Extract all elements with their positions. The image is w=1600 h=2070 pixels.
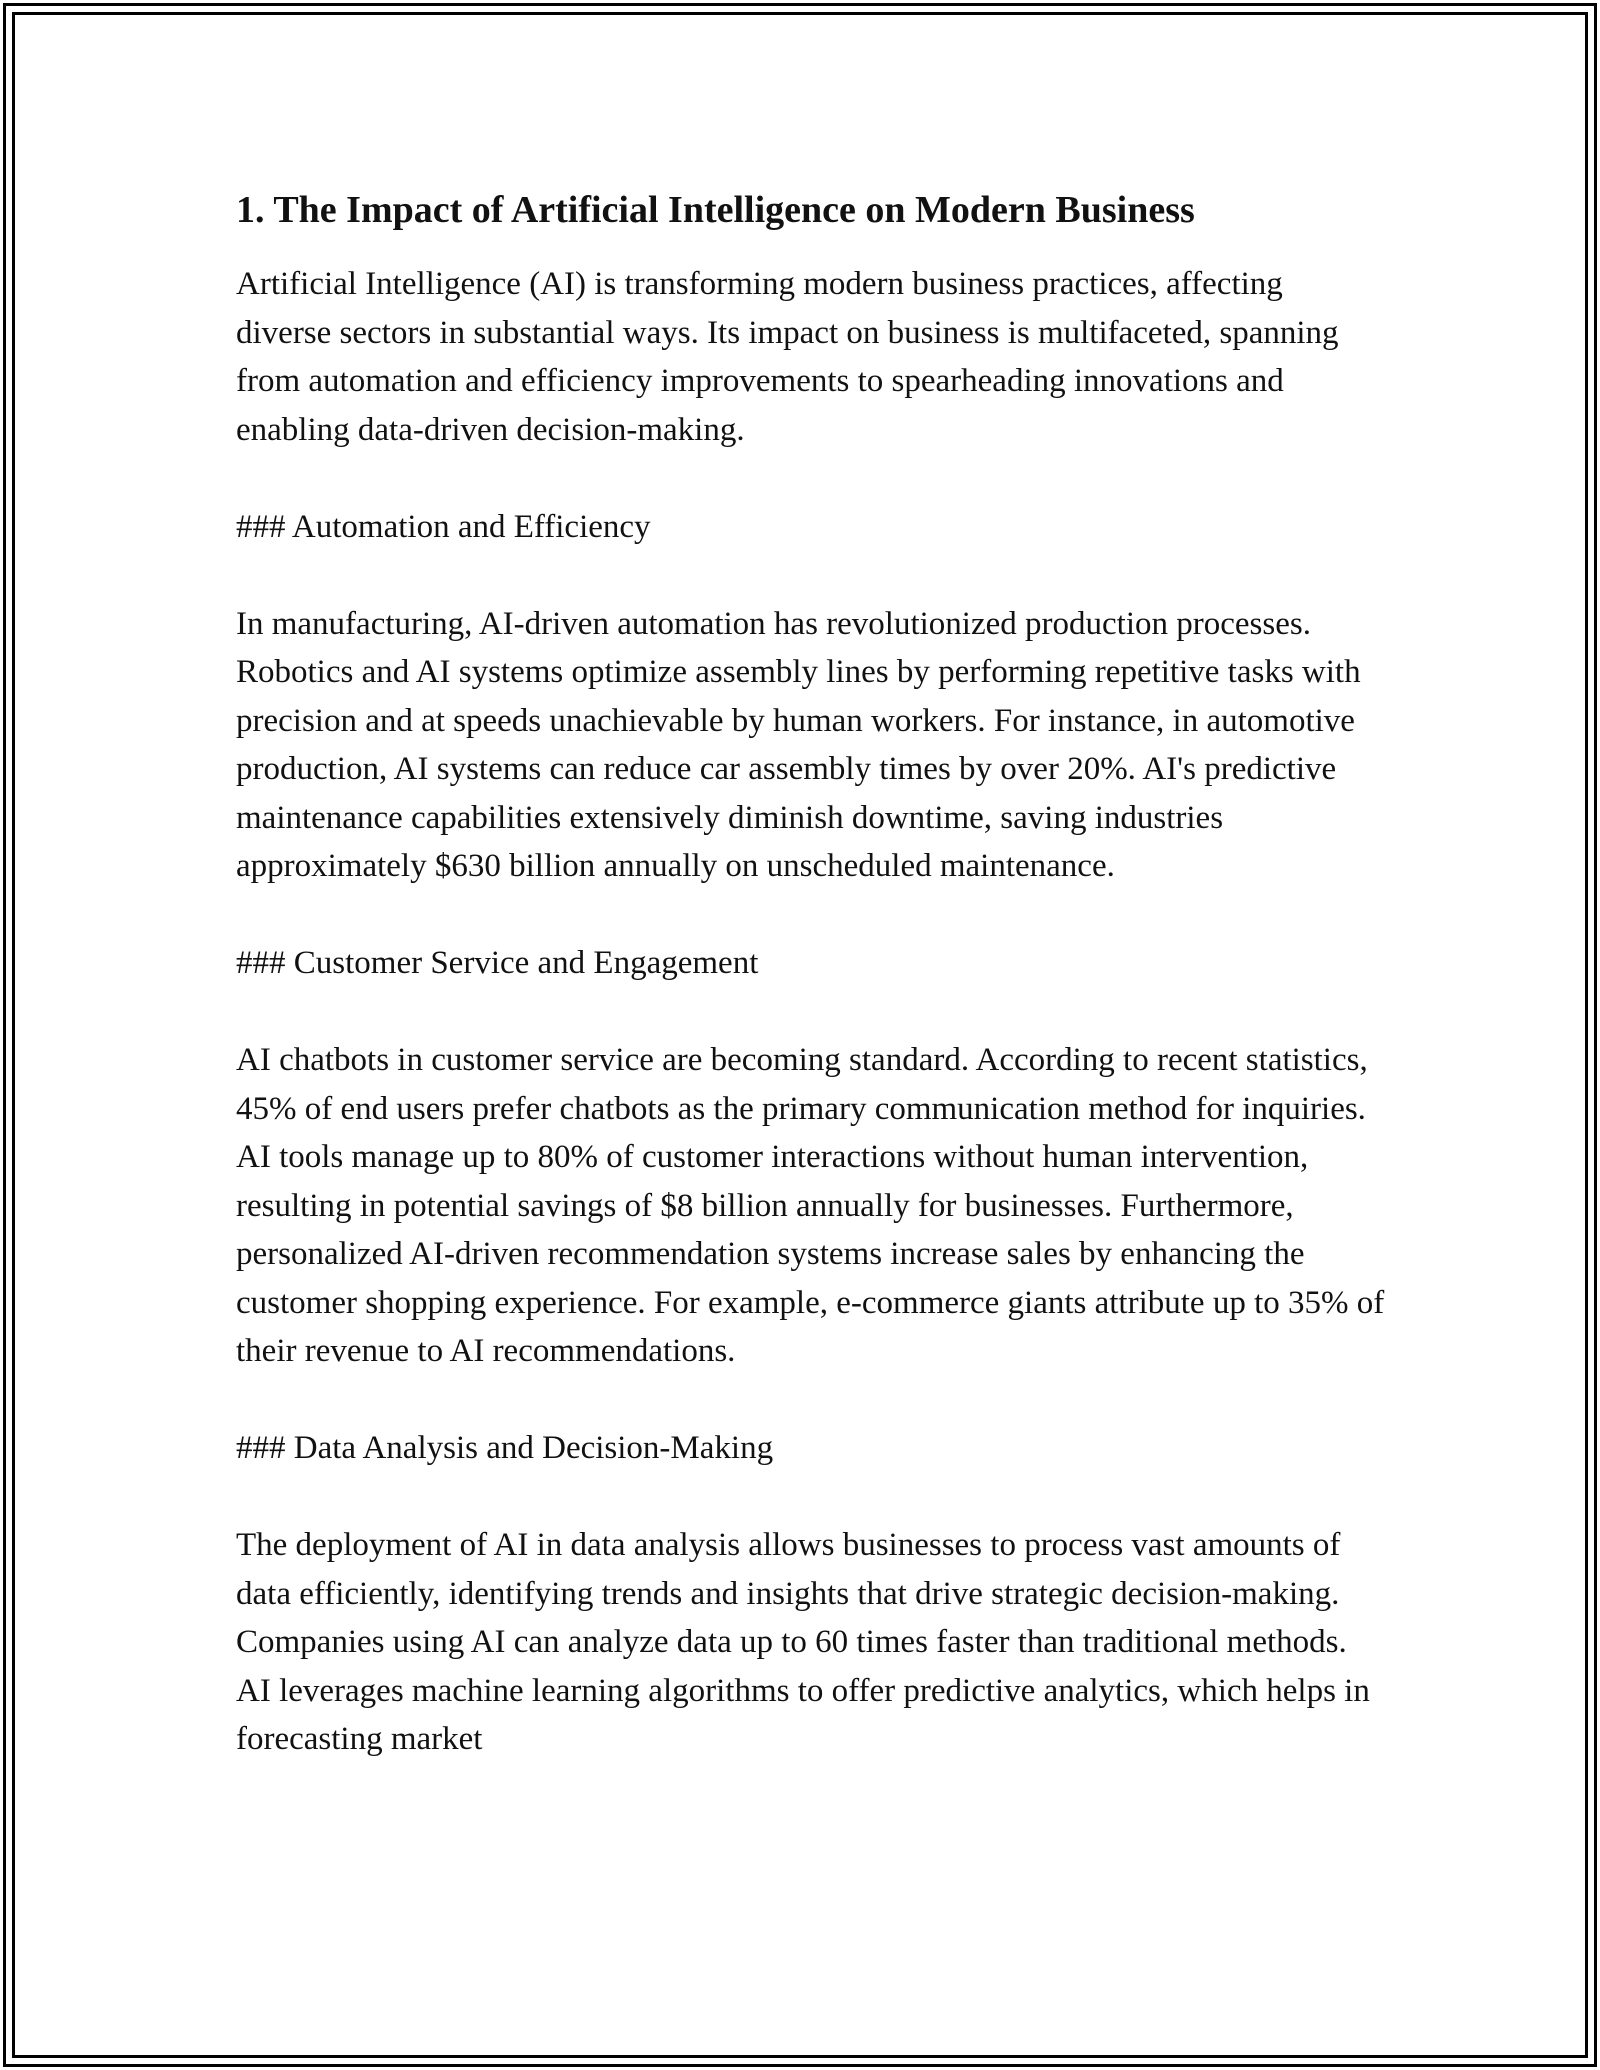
section-heading-customer-service: ### Customer Service and Engagement [236, 945, 759, 981]
paragraph-gap [236, 1376, 1386, 1425]
section-heading-automation: ### Automation and Efficiency [236, 508, 651, 545]
intro-paragraph: Artificial Intelligence (AI) is transforming modern business practices, affecting diverse sectors in substantial ways. Its impact on business is multifaceted, spanning from automation and efficiency improvements to spearheading innovations and enabling data-driven decision-making. [236, 266, 1339, 448]
paragraph-gap [236, 1473, 1386, 1522]
document-title: 1. The Impact of Artificial Intelligence on Modern Business [236, 189, 1195, 231]
paragraph-gap [236, 551, 1386, 600]
section-body-customer-service: AI chatbots in customer service are becoming standard. According to recent statistics, 45% of end users prefer chatbots as the primary communication method for inquiries. AI tools manage up to 80% of customer interactions without human intervention, resulting in potential savings of $8 billion annually for businesses. Furthermore, personalized AI-driven recommendation systems increase sales by enhancing the customer shopping experience. For example, e-commerce giants attribute up to 35% of their revenue to AI recommendations. [236, 1042, 1385, 1369]
paragraph-gap [236, 454, 1386, 503]
paragraph-gap [236, 891, 1386, 940]
paragraph-gap [236, 988, 1386, 1037]
section-body-automation: In manufacturing, AI-driven automation has revolutionized production processes. Robotics and AI systems optimize assembly lines by performing repetitive tasks with precision and at speeds unachievable by human workers. For instance, in automotive production, AI systems can reduce car assembly times by over 20%. AI's predictive maintenance capabilities extensively diminish downtime, saving industries approximately $630 billion annually on unscheduled maintenance. [236, 605, 1361, 884]
document-body [236, 186, 1386, 1764]
section-heading-data-analysis: ### Data Analysis and Decision-Making [236, 1430, 774, 1466]
section-body-data-analysis: The deployment of AI in data analysis allows businesses to process vast amounts of data efficiently, identifying trends and insights that drive strategic decision-making. Companies using AI can analyze data up to 60 times faster than traditional methods. AI leverages machine learning algorithms to offer predictive analytics, which helps in forecasting market [236, 1527, 1370, 1757]
